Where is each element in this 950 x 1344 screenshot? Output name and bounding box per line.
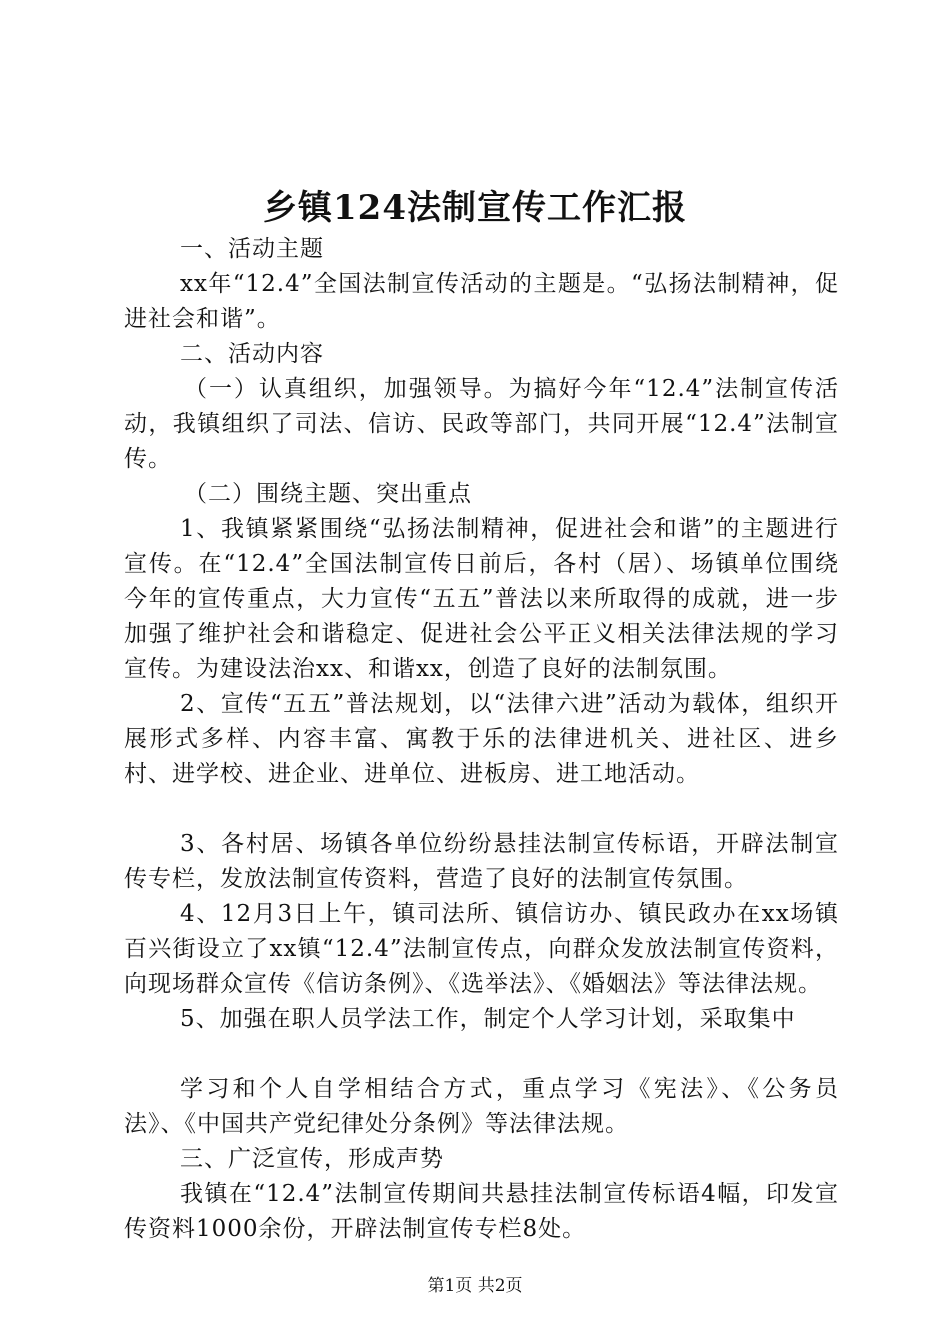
section-heading: 一、活动主题 — [180, 236, 324, 262]
section-heading: 二、活动内容 — [180, 341, 324, 367]
spacer — [124, 792, 839, 827]
sub-heading: （二）围绕主题、突出重点 — [184, 481, 472, 507]
paragraph: 3、各村居、场镇各单位纷纷悬挂法制宣传标语，开辟法制宣传专栏，发放法制宣传资料，营造了良好的法制宣传氛围。 — [124, 831, 839, 892]
paragraph: （一）认真组织，加强领导。为搞好今年“12.4”法制宣传活动，我镇组织了司法、信访、民政等部门，共同开展“12.4”法制宣传。 — [124, 376, 839, 472]
spacer — [124, 1037, 839, 1072]
section-heading: 三、广泛宣传，形成声势 — [180, 1146, 444, 1172]
paragraph: 1、我镇紧紧围绕“弘扬法制精神，促进社会和谐”的主题进行宣传。在“12.4”全国法制宣传日前后，各村（居）、场镇单位围绕今年的宣传重点，大力宣传“五五”普法以来所取得的成就，进一步加强了维护社会和谐稳定、促进社会公平正义相关法律法规的学习宣传。为建设法治xx、和谐xx，创造了良好的法制氛围。 — [124, 516, 839, 682]
paragraph: 学习和个人自学相结合方式，重点学习《宪法》、《公务员法》、《中国共产党纪律处分条例》等法律法规。 — [124, 1076, 839, 1137]
document-title: 乡镇124法制宣传工作汇报 — [263, 188, 687, 228]
page-indicator: 第1页 共2页 — [427, 1276, 523, 1296]
document-body — [124, 232, 839, 1247]
paragraph: 5、加强在职人员学法工作，制定个人学习计划，采取集中 — [180, 1006, 796, 1032]
paragraph: 4、12月3日上午，镇司法所、镇信访办、镇民政办在xx场镇百兴街设立了xx镇“12.4”法制宣传点，向群众发放法制宣传资料，向现场群众宣传《信访条例》、《选举法》、《婚姻法》等法律法规。 — [124, 901, 839, 997]
paragraph: xx年“12.4”全国法制宣传活动的主题是。“弘扬法制精神，促进社会和谐”。 — [124, 271, 839, 332]
paragraph: 我镇在“12.4”法制宣传期间共悬挂法制宣传标语4幅，印发宣传资料1000余份，开辟法制宣传专栏8处。 — [124, 1181, 839, 1242]
paragraph: 2、宣传“五五”普法规划，以“法律六进”活动为载体，组织开展形式多样、内容丰富、寓教于乐的法律进机关、进社区、进乡村、进学校、进企业、进单位、进板房、进工地活动。 — [124, 691, 839, 787]
